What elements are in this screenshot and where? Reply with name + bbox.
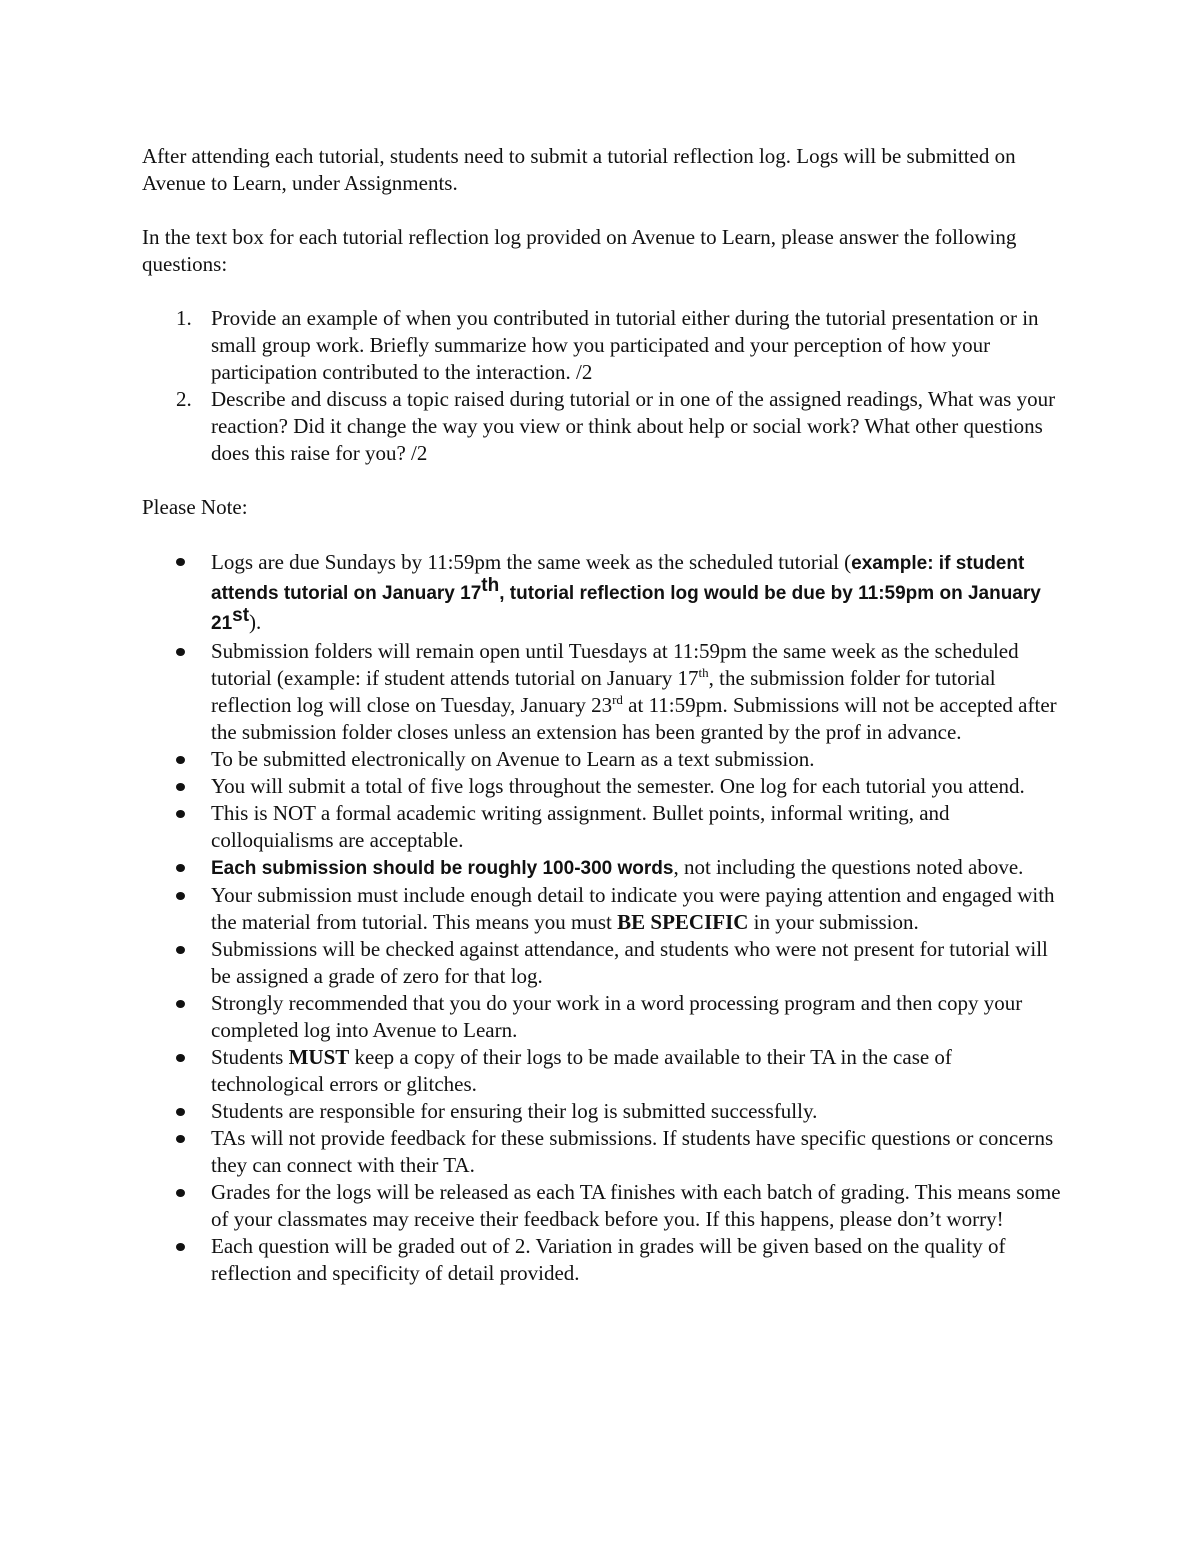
bullet-text: Students are responsible for ensuring their log is submitted successfully. <box>211 1099 818 1123</box>
bullet-item-responsibility <box>142 1098 1067 1125</box>
bullet-dot-icon <box>176 892 185 900</box>
questions-list <box>142 305 1067 467</box>
bullet-text: , the submission folder for tutorial reflection log will close on Tuesday, January 23 <box>211 666 996 717</box>
bullet-bold-text: MUST <box>288 1045 350 1069</box>
bullet-item-feedback <box>142 1125 1067 1179</box>
bullet-item-due-date <box>142 548 1067 638</box>
bullet-item-word-processing <box>142 990 1067 1044</box>
question-number: 1. <box>176 306 192 330</box>
bullet-item-keep-copy <box>142 1044 1067 1098</box>
bullet-dot-icon <box>176 1108 185 1116</box>
bullet-text: in your submission. <box>748 910 919 934</box>
bullet-item-word-count <box>142 854 1067 882</box>
bullet-bold-text: example: if student attends tutorial on January 17 <box>211 553 1025 604</box>
bullet-dot-icon <box>176 558 185 566</box>
bullet-item-be-specific <box>142 882 1067 936</box>
bullet-dot-icon <box>176 756 185 764</box>
bullet-bold-text: Each submission should be roughly 100-300 words <box>211 858 674 879</box>
intro-paragraph-1: After attending each tutorial, students need to submit a tutorial reflection log. Logs will be submitted on Avenue to Learn, under Assignments. <box>142 144 1016 195</box>
bullet-dot-icon <box>176 648 185 656</box>
bullet-text: Students <box>211 1045 289 1069</box>
bullet-text: keep a copy of their logs to be made available to their TA in the case of technological errors or glitches. <box>211 1045 952 1096</box>
question-text: Describe and discuss a topic raised during tutorial or in one of the assigned readings, What was your reaction? Did it change the way you view or think about help or social work? What other questions does this raise for you? /2 <box>211 387 1056 465</box>
bullet-item-electronic-submission <box>142 746 1067 773</box>
bullet-text: ). <box>249 610 262 634</box>
note-title: Please Note: <box>142 495 248 519</box>
bullet-item-attendance <box>142 936 1067 990</box>
bullet-dot-icon <box>176 1135 185 1143</box>
bullet-text: , not including the questions noted above. <box>673 855 1024 879</box>
superscript: th <box>698 665 709 680</box>
bullet-text: Submission folders will remain open until Tuesdays at 11:59pm the same week as the scheduled tutorial (example: if student attends tutorial on January 17 <box>211 639 1019 690</box>
superscript: rd <box>612 692 623 707</box>
bullet-text: This is NOT a formal academic writing assignment. Bullet points, informal writing, and colloquialisms are acceptable. <box>211 801 950 852</box>
bullet-bold-text: , tutorial reflection log would be due by 11:59pm on January 21 <box>211 583 1041 634</box>
question-number: 2. <box>176 387 192 411</box>
superscript: th <box>481 575 500 596</box>
bullet-dot-icon <box>176 864 185 872</box>
intro-paragraph-2: In the text box for each tutorial reflection log provided on Avenue to Learn, please answer the following questions: <box>142 225 1017 276</box>
question-text: Provide an example of when you contributed in tutorial either during the tutorial presentation or in small group work. Briefly summarize how you participated and your perception of how your participation contributed to the interaction. /2 <box>211 306 1039 384</box>
bullet-bold-text: BE SPECIFIC <box>617 910 749 934</box>
bullet-text: Logs are due Sundays by 11:59pm the same week as the scheduled tutorial ( <box>211 550 852 574</box>
question-item <box>142 386 1067 467</box>
bullet-text: Each question will be graded out of 2. Variation in grades will be given based on the quality of reflection and specificity of detail provided. <box>211 1234 1006 1285</box>
bullet-item-five-logs <box>142 773 1067 800</box>
bullet-text: at 11:59pm. Submissions will not be accepted after the submission folder closes unless an extension has been granted by the prof in advance. <box>211 693 1057 744</box>
bullet-text: TAs will not provide feedback for these submissions. If students have specific questions or concerns they can connect with their TA. <box>211 1126 1054 1177</box>
bullet-dot-icon <box>176 946 185 954</box>
bullet-item-submission-folders <box>142 638 1067 746</box>
bullet-item-grading-scale <box>142 1233 1067 1287</box>
bullet-item-grades-release <box>142 1179 1067 1233</box>
bullet-item-informal-writing <box>142 800 1067 854</box>
question-item <box>142 305 1067 386</box>
bullet-dot-icon <box>176 783 185 791</box>
bullet-dot-icon <box>176 1054 185 1062</box>
bullet-dot-icon <box>176 810 185 818</box>
bullet-text: Grades for the logs will be released as each TA finishes with each batch of grading. This means some of your classmates may receive their feedback before you. If this happens, please don’t worry! <box>211 1180 1061 1231</box>
bullet-text: Submissions will be checked against attendance, and students who were not present for tutorial will be assigned a grade of zero for that log. <box>211 937 1048 988</box>
bullet-dot-icon <box>176 1243 185 1251</box>
bullet-text: Your submission must include enough detail to indicate you were paying attention and engaged with the material from tutorial. This means you must <box>211 883 1055 934</box>
notes-bullet-list <box>142 548 1067 1287</box>
bullet-text: You will submit a total of five logs throughout the semester. One log for each tutorial you attend. <box>211 774 1025 798</box>
bullet-text: To be submitted electronically on Avenue to Learn as a text submission. <box>211 747 815 771</box>
superscript: st <box>232 605 250 626</box>
bullet-text: Strongly recommended that you do your work in a word processing program and then copy your completed log into Avenue to Learn. <box>211 991 1023 1042</box>
document-page <box>142 143 1067 1287</box>
bullet-dot-icon <box>176 1189 185 1197</box>
bullet-dot-icon <box>176 1000 185 1008</box>
